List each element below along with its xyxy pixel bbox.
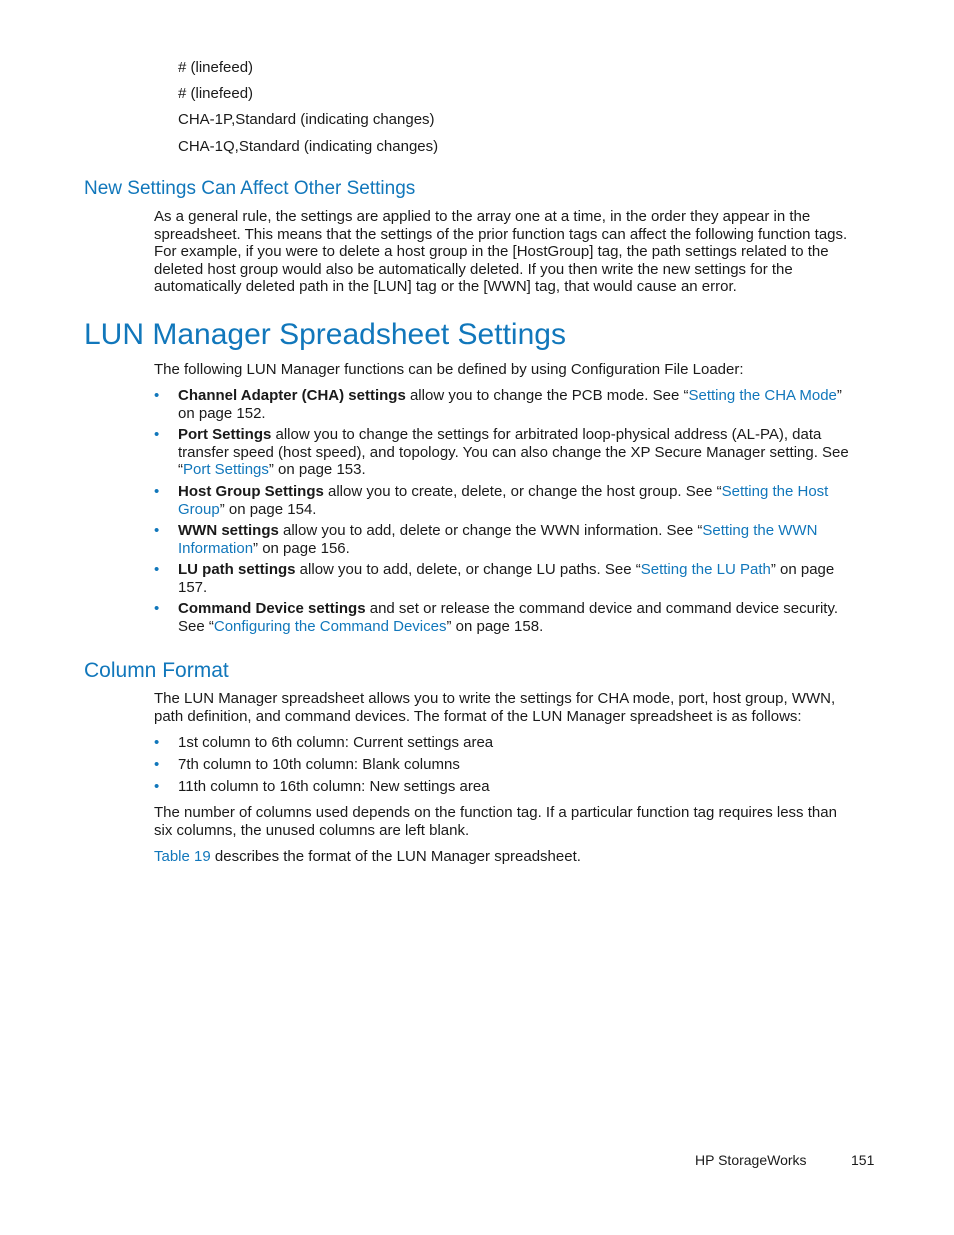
bullet-icon: • (154, 561, 160, 578)
section-heading-column-format: Column Format (84, 659, 229, 682)
bullet-text: and set or release the command device and command device security. See “ (178, 600, 839, 635)
list-item (154, 778, 859, 796)
page-title: LUN Manager Spreadsheet Settings (84, 318, 566, 351)
bullet-term: Host Group Settings (178, 483, 324, 500)
bullet-page-ref: ” on page 153. (268, 461, 366, 478)
bullet-page-ref: ” on page 152. (178, 387, 842, 422)
bullet-text: 7th column to 10th column: Blank columns (178, 756, 460, 773)
bullet-icon: • (154, 756, 160, 773)
bullet-icon: • (154, 387, 160, 404)
link-configuring-command-devices[interactable]: Configuring the Command Devices (213, 617, 447, 635)
bullet-page-ref: ” on page 157. (178, 561, 835, 596)
page-number: 151 (851, 1152, 875, 1168)
list-item (154, 522, 859, 557)
bullet-page-ref: ” on page 158. (446, 617, 544, 635)
bullet-text: allow you to add, delete, or change LU paths. See “ (295, 561, 641, 578)
link-setting-host-group[interactable]: Setting the Host Group (178, 483, 829, 518)
bullet-text: allow you to add, delete or change the WWN information. See “ (278, 522, 703, 539)
list-item (154, 426, 859, 479)
lun-intro-paragraph: The following LUN Manager functions can be defined by using Configuration File Loader: (154, 361, 744, 378)
list-item (154, 600, 859, 635)
link-port-settings[interactable]: Port Settings (183, 461, 269, 478)
bullet-term: Port Settings (178, 426, 272, 443)
footer-product: HP StorageWorks (695, 1152, 807, 1168)
new-settings-paragraph: As a general rule, the settings are applied to the array one at a time, in the order they appear in the spreadsheet. This means that the settings of the prior function tags can affect the following function tags. For example, if you were to delete a host group in the [HostGroup] tag, the path settings related to the deleted host group would also be automatically deleted. If you then write the new settings for the automatically deleted path in the [LUN] tag or the [WWN] tag, that would cause an error. (154, 208, 848, 295)
list-item (154, 483, 859, 518)
bullet-page-ref: ” on page 156. (253, 539, 350, 557)
code-line: CHA-1Q,Standard (indicating changes) (178, 138, 439, 155)
bullet-icon: • (154, 778, 160, 795)
column-format-intro: The LUN Manager spreadsheet allows you to write the settings for CHA mode, port, host group, WWN, path definition, and command devices. The format of the LUN Manager spreadsheet is as follows: (154, 690, 836, 725)
bullet-term: Command Device settings (178, 600, 366, 617)
bullet-icon: • (154, 734, 160, 751)
bullet-text: allow you to change the settings for arbitrated loop-physical address (AL-PA), data transfer speed (host speed), and topology. You can also change the XP Secure Manager setting. See “ (178, 426, 849, 478)
table-reference-paragraph (154, 848, 859, 866)
code-line: CHA-1P,Standard (indicating changes) (178, 111, 435, 128)
bullet-text: allow you to create, delete, or change the host group. See “ (323, 483, 722, 500)
bullet-text: 11th column to 16th column: New settings area (178, 778, 490, 795)
link-setting-wwn-information[interactable]: Setting the WWN Information (178, 522, 818, 557)
list-item (154, 387, 859, 422)
link-setting-cha-mode[interactable]: Setting the CHA Mode (688, 387, 837, 404)
bullet-term: WWN settings (178, 522, 279, 539)
list-item (154, 734, 859, 752)
bullet-text: allow you to change the PCB mode. See “ (405, 387, 689, 404)
bullet-icon: • (154, 600, 160, 617)
bullet-term: Channel Adapter (CHA) settings (178, 387, 406, 404)
bullet-icon: • (154, 483, 160, 500)
column-usage-paragraph: The number of columns used depends on the function tag. If a particular function tag requires less than six columns, the unused columns are left blank. (154, 804, 837, 839)
bullet-text: 1st column to 6th column: Current settings area (178, 734, 494, 751)
code-line: # (linefeed) (178, 59, 254, 76)
list-item (154, 756, 859, 774)
code-line: # (linefeed) (178, 85, 254, 102)
bullet-term: LU path settings (178, 561, 296, 578)
section-heading-new-settings: New Settings Can Affect Other Settings (84, 178, 416, 199)
bullet-icon: • (154, 522, 160, 539)
table-reference-text: describes the format of the LUN Manager spreadsheet. (210, 848, 581, 865)
list-item (154, 561, 859, 596)
bullet-page-ref: ” on page 154. (219, 500, 317, 518)
bullet-icon: • (154, 426, 160, 443)
link-table-19[interactable]: Table 19 (154, 848, 211, 865)
link-setting-lu-path[interactable]: Setting the LU Path (640, 561, 771, 578)
